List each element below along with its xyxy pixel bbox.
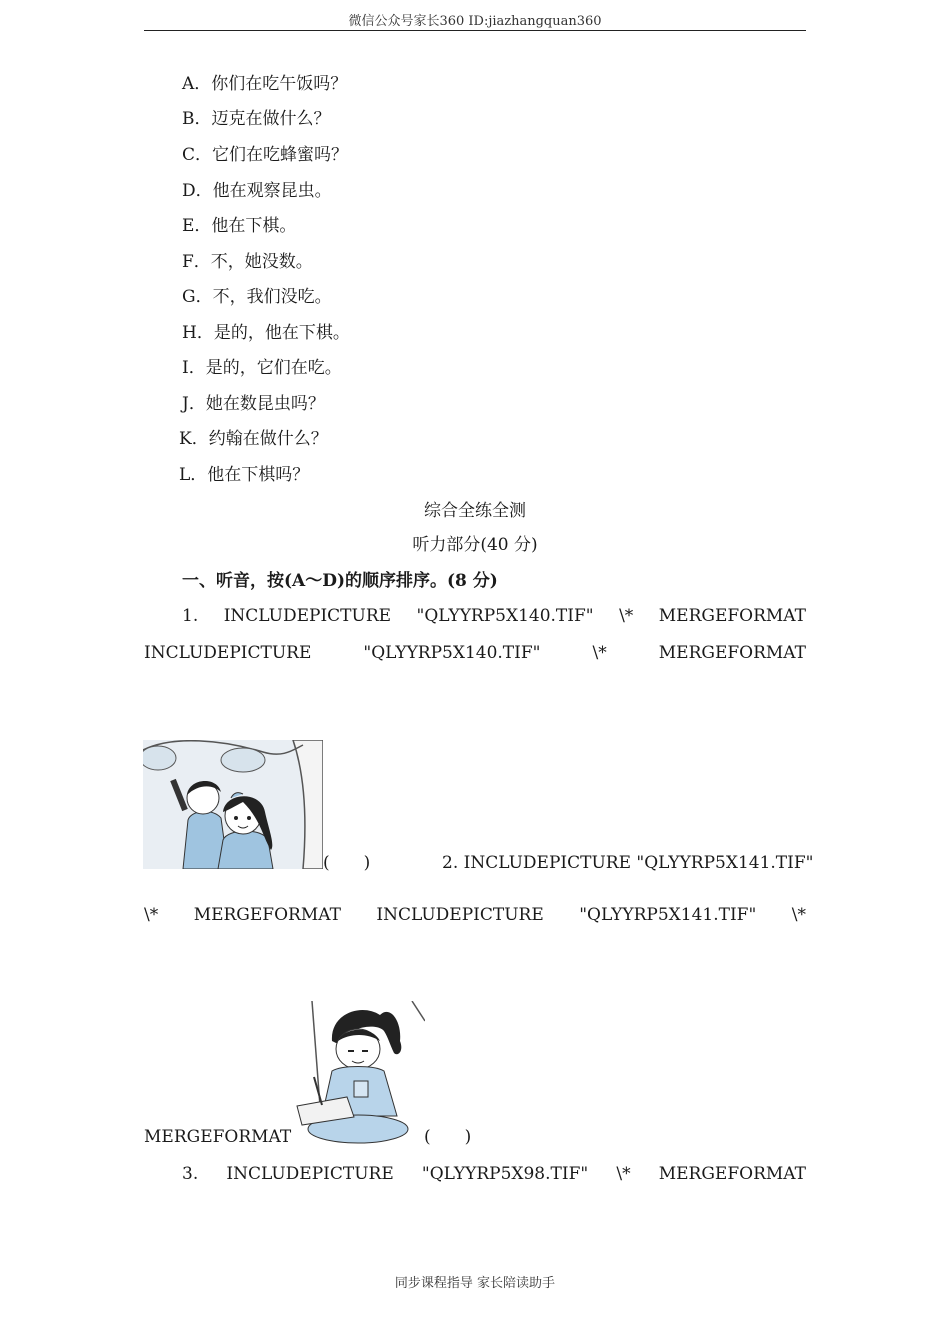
section-subtitle: 听力部分(40 分) [412,535,538,555]
option-d: D．他在观察昆虫。 [182,181,332,201]
option-f: F．不，她没数。 [182,252,313,272]
q2-line3: MERGEFORMAT [144,1127,292,1147]
q2-illustration [292,1001,425,1144]
option-a: A．你们在吃午饭吗？ [182,74,348,94]
q1-line2: INCLUDEPICTURE "QLYYRP5X140.TIF" \* MERGEFORMAT [144,643,806,663]
q1-answer-blank[interactable]: ( ) [323,853,371,873]
q2-line1: 2. INCLUDEPICTURE "QLYYRP5X141.TIF" [442,853,814,873]
option-l: L．他在下棋吗？ [179,465,310,485]
option-k: K．约翰在做什么？ [179,429,328,449]
option-e: E．他在下棋。 [182,216,297,236]
page-header: 微信公众号家长360 ID:jiazhangquan360 [348,14,602,29]
q1-illustration [143,740,323,869]
option-i: I．是的，它们在吃。 [182,358,342,378]
question-heading: 一、听音，按(A～D)的顺序排序。(8 分) [182,571,498,591]
option-g: G．不，我们没吃。 [182,287,332,307]
q2-answer-blank[interactable]: ( ) [424,1127,472,1147]
option-j: J．她在数昆虫吗？ [182,394,325,414]
header-divider [144,30,806,31]
section-title: 综合全练全测 [424,501,526,521]
option-c: C．它们在吃蜂蜜吗？ [182,145,349,165]
page-footer: 同步课程指导 家长陪读助手 [394,1276,556,1291]
option-b: B．迈克在做什么？ [182,109,331,129]
option-h: H．是的，他在下棋。 [182,323,350,343]
q1-line1: 1. INCLUDEPICTURE "QLYYRP5X140.TIF" \* MERGEFORMAT [182,606,806,626]
q2-line2: \* MERGEFORMAT INCLUDEPICTURE "QLYYRP5X141.TIF" \* [144,905,806,925]
q3-line1: 3. INCLUDEPICTURE "QLYYRP5X98.TIF" \* MERGEFORMAT [182,1164,806,1184]
